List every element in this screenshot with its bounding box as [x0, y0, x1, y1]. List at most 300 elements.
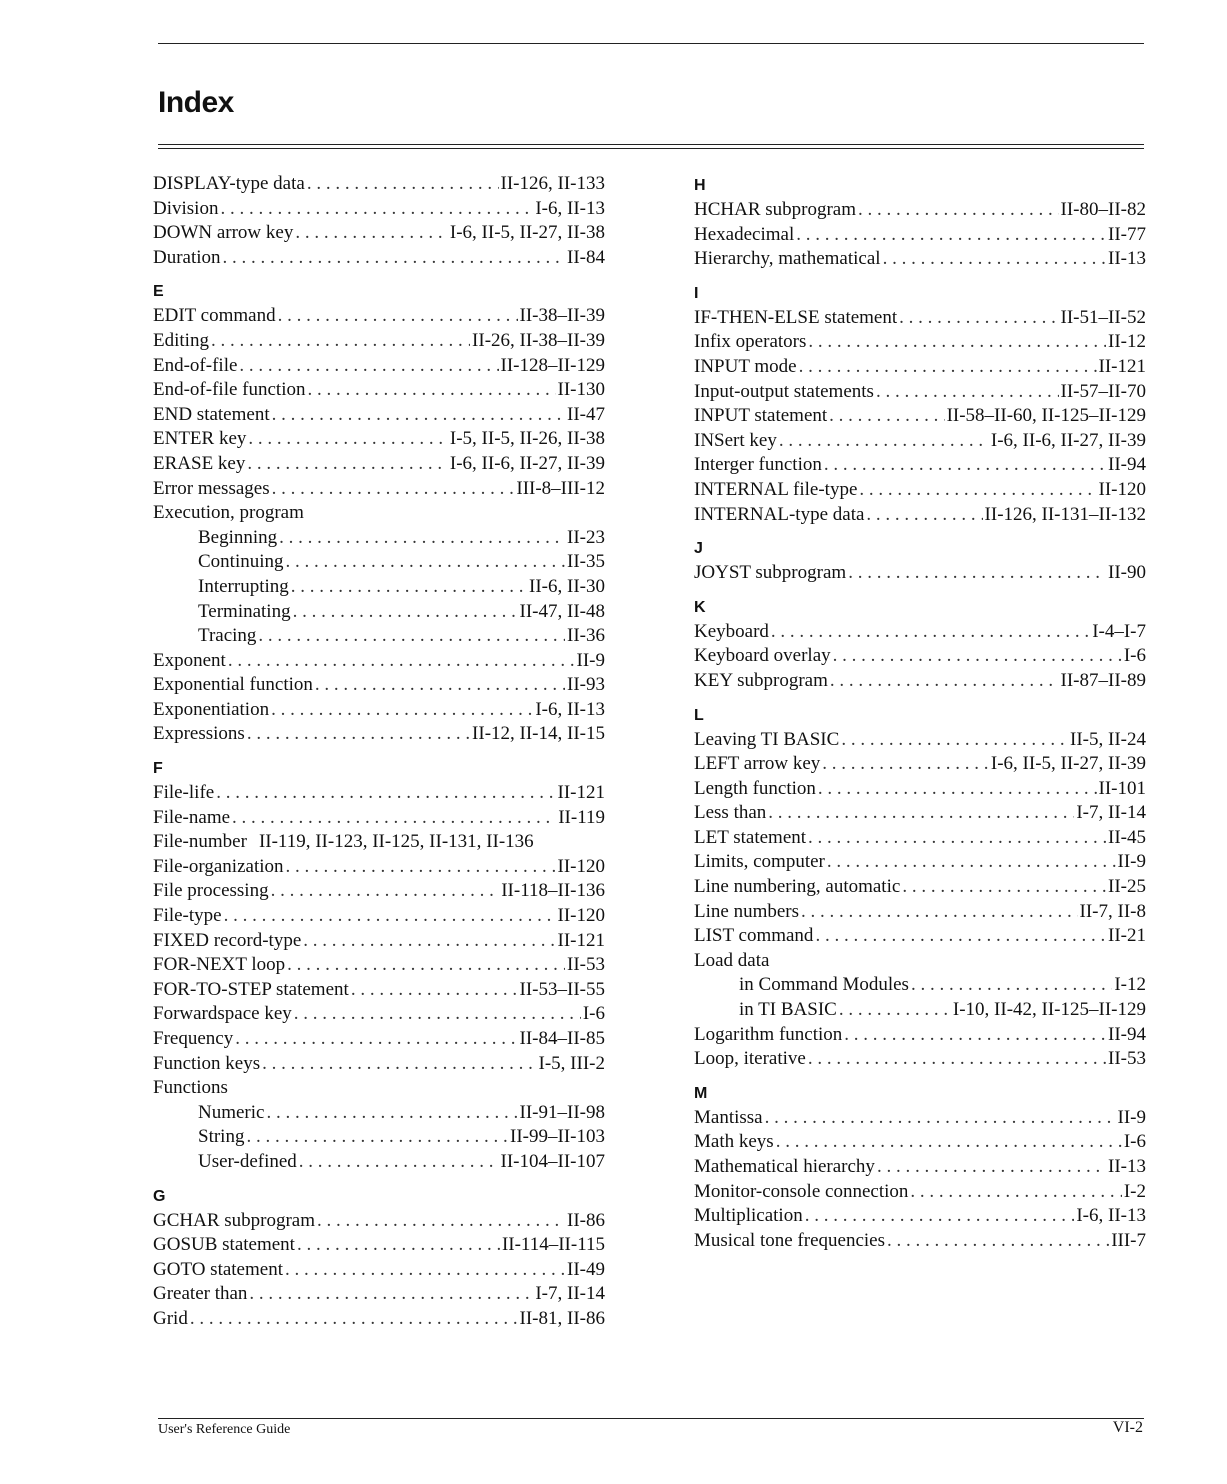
entry-term: Interrupting: [198, 575, 289, 597]
entry-pages: I-6: [582, 1003, 605, 1025]
entry-term: Hexadecimal: [694, 223, 795, 245]
index-entry: [153, 1209, 605, 1234]
entry-term: in TI BASIC: [739, 999, 837, 1021]
entry-pages: II-9: [576, 649, 605, 671]
dot-leader: [841, 728, 1068, 753]
entry-pages: I-6, II-13: [535, 698, 605, 720]
entry-pages: II-25: [1108, 876, 1146, 898]
entry-pages: II-90: [1108, 562, 1146, 584]
dot-leader: [287, 953, 565, 978]
entry-pages: II-118–II-136: [501, 880, 605, 902]
dot-leader: [866, 503, 982, 528]
index-entry: [153, 172, 605, 197]
entry-pages: II-7, II-8: [1079, 900, 1146, 922]
entry-pages: II-94: [1108, 1023, 1146, 1045]
index-entry: [694, 669, 1146, 694]
dot-leader: [876, 380, 1059, 405]
index-entry: [153, 1233, 605, 1258]
entry-term: Functions: [153, 1077, 228, 1099]
entry-term: File-name: [153, 806, 231, 828]
dot-leader: [224, 904, 556, 929]
entry-term: Musical tone frequencies: [694, 1229, 885, 1251]
entry-pages: II-99–II-103: [510, 1126, 605, 1148]
entry-pages: II-128–II-129: [500, 354, 605, 376]
index-subentry: [153, 600, 605, 625]
dot-leader: [285, 1258, 565, 1283]
index-entry: [694, 620, 1146, 645]
index-entry: [153, 855, 605, 880]
dot-leader: [278, 304, 518, 329]
index-entry: [153, 378, 605, 403]
index-entry: [153, 1002, 605, 1027]
entry-term: DOWN arrow key: [153, 222, 294, 244]
dot-leader: [307, 378, 555, 403]
dot-leader: [883, 247, 1106, 272]
entry-term: INSert key: [694, 429, 777, 451]
entry-term: File-type: [153, 905, 222, 927]
entry-term: INTERNAL-type data: [694, 503, 865, 525]
entry-term: KEY subprogram: [694, 669, 828, 691]
entry-pages: II-38–II-39: [519, 305, 605, 327]
dot-leader: [910, 1180, 1121, 1205]
entry-pages: II-87–II-89: [1060, 669, 1146, 691]
entry-term: JOYST subprogram: [694, 562, 847, 584]
dot-leader: [808, 1047, 1106, 1072]
index-entry: [153, 501, 605, 526]
entry-term: Exponent: [153, 649, 226, 671]
entry-term: Mantissa: [694, 1106, 763, 1128]
entry-term: Numeric: [198, 1101, 265, 1123]
footer-rule: [158, 1418, 1144, 1419]
index-entry: [153, 304, 605, 329]
dot-leader: [768, 801, 1074, 826]
entry-term: Less than: [694, 802, 767, 824]
entry-term: INTERNAL file-type: [694, 478, 858, 500]
entry-term: END statement: [153, 403, 270, 425]
dot-leader: [911, 973, 1112, 998]
entry-term: Monitor-console connection: [694, 1180, 909, 1202]
index-column-right: [694, 174, 1146, 1253]
entry-pages: I-5, III-2: [538, 1052, 605, 1074]
entry-term: File-organization: [153, 855, 284, 877]
dot-leader: [258, 624, 565, 649]
title-double-rule: [158, 144, 1144, 149]
footer-guide-title: User's Reference Guide: [158, 1422, 291, 1437]
entry-term: User-defined: [198, 1150, 297, 1172]
entry-pages: II-94: [1108, 454, 1146, 476]
index-entry: [694, 777, 1146, 802]
entry-term: Forwardspace key: [153, 1003, 292, 1025]
entry-term: in Command Modules: [739, 974, 909, 996]
index-entry: [694, 306, 1146, 331]
entry-pages: I-4–I-7: [1092, 620, 1146, 642]
entry-term: Exponential function: [153, 674, 313, 696]
dot-leader: [844, 1023, 1106, 1048]
entry-term: Frequency: [153, 1028, 234, 1049]
dot-leader: [279, 526, 565, 551]
index-entry: [694, 198, 1146, 223]
dot-leader: [220, 197, 533, 222]
entry-pages: I-6, II-13: [1076, 1205, 1146, 1227]
entry-pages: II-53: [567, 954, 605, 976]
page-number: VI-2: [1112, 1419, 1143, 1436]
index-entry: [694, 247, 1146, 272]
entry-pages: I-6, II-6, II-27, II-39: [449, 452, 605, 474]
index-entry: [153, 221, 605, 246]
index-entry: [694, 330, 1146, 355]
dot-leader: [808, 826, 1106, 851]
page-title: Index: [158, 86, 234, 119]
entry-pages: II-121: [557, 929, 605, 951]
entry-pages: III-8–III-12: [516, 477, 605, 499]
entry-term: Hierarchy, mathematical: [694, 248, 881, 270]
entry-pages: II-119: [558, 806, 605, 828]
index-entry: [694, 949, 1146, 974]
entry-pages: I-6: [1123, 1131, 1146, 1153]
entry-term: Beginning: [198, 526, 278, 548]
entry-term: Load data: [694, 949, 770, 971]
entry-pages: II-35: [567, 551, 605, 573]
entry-term: Exponentiation: [153, 698, 270, 720]
index-entry: [153, 978, 605, 1003]
index-entry: [694, 900, 1146, 925]
index-column-left: [153, 172, 605, 1332]
section-letter: J: [694, 540, 703, 558]
entry-pages: II-13: [1108, 248, 1146, 270]
entry-pages: II-104–II-107: [500, 1150, 605, 1172]
index-entry: [694, 728, 1146, 753]
entry-pages: II-49: [567, 1258, 605, 1280]
dot-leader: [848, 561, 1106, 586]
dot-leader: [246, 1125, 508, 1150]
index-entry: [153, 1282, 605, 1307]
dot-leader: [815, 924, 1106, 949]
dot-leader: [248, 427, 447, 452]
dot-leader: [299, 1150, 499, 1175]
index-subentry: [153, 526, 605, 551]
entry-pages: II-93: [567, 674, 605, 696]
dot-leader: [228, 649, 575, 674]
entry-term: Input-output statements: [694, 380, 874, 402]
entry-term: FOR-NEXT loop: [153, 954, 286, 976]
entry-term: Grid: [153, 1307, 188, 1329]
entry-pages: I-5, II-5, II-26, II-38: [449, 428, 605, 450]
dot-leader: [765, 1106, 1116, 1131]
section-letter: H: [694, 177, 706, 194]
index-subentry: [153, 550, 605, 575]
dot-leader: [799, 355, 1097, 380]
index-subentry: [694, 998, 1146, 1023]
index-entry: [153, 806, 605, 831]
entry-term: Division: [153, 197, 219, 219]
dot-leader: [272, 403, 565, 428]
entry-term: Line numbers: [694, 900, 800, 922]
dot-leader: [808, 330, 1106, 355]
entry-term: EDIT command: [153, 305, 276, 327]
index-entry: [694, 850, 1146, 875]
dot-leader: [247, 722, 470, 747]
index-entry: [694, 1180, 1146, 1205]
entry-pages: II-120: [557, 855, 605, 877]
entry-term: Tracing: [198, 625, 257, 647]
dot-leader: [877, 1155, 1106, 1180]
index-entry: [153, 649, 605, 674]
entry-pages: II-119, II-123, II-125, II-131, II-136: [258, 831, 534, 853]
dot-leader: [859, 478, 1096, 503]
entry-term: End-of-file: [153, 354, 238, 376]
dot-leader: [286, 855, 556, 880]
dot-leader: [249, 1282, 533, 1307]
entry-pages: I-10, II-42, II-125–II-129: [952, 999, 1146, 1021]
index-entry: [694, 503, 1146, 528]
entry-pages: III-7: [1111, 1229, 1146, 1251]
index-entry: [153, 354, 605, 379]
index-subentry: [153, 1125, 605, 1150]
entry-pages: I-2: [1123, 1180, 1146, 1202]
dot-leader: [297, 1233, 500, 1258]
index-entry: [694, 752, 1146, 777]
entry-term: LET statement: [694, 826, 807, 848]
entry-pages: II-9: [1117, 1106, 1146, 1128]
section-letter: E: [153, 283, 164, 301]
index-entry: [694, 404, 1146, 429]
entry-term: Loop, iterative: [694, 1048, 806, 1070]
entry-term: Keyboard: [694, 620, 769, 642]
dot-leader: [190, 1307, 518, 1332]
dot-leader: [291, 575, 527, 600]
dot-leader: [827, 850, 1116, 875]
entry-pages: I-7, II-14: [535, 1283, 605, 1305]
entry-pages: II-58–II-60, II-125–II-129: [946, 405, 1146, 427]
index-entry: [153, 722, 605, 747]
dot-leader: [858, 198, 1059, 223]
dot-leader: [351, 978, 518, 1003]
entry-term: FOR-TO-STEP statement: [153, 978, 349, 1000]
index-entry: [153, 781, 605, 806]
entry-term: GCHAR subprogram: [153, 1209, 316, 1231]
entry-term: LIST command: [694, 925, 814, 947]
entry-pages: II-84: [567, 246, 605, 268]
index-subentry: [694, 973, 1146, 998]
dot-leader: [247, 452, 448, 477]
entry-term: DISPLAY-type data: [153, 173, 305, 194]
entry-pages: II-77: [1108, 223, 1146, 245]
dot-leader: [833, 644, 1122, 669]
section-letter: F: [153, 760, 163, 778]
entry-pages: II-21: [1108, 925, 1146, 947]
entry-term: Execution, program: [153, 502, 304, 524]
dot-leader: [796, 223, 1106, 248]
dot-leader: [262, 1052, 536, 1077]
entry-term: Limits, computer: [694, 851, 825, 873]
index-entry: [694, 1130, 1146, 1155]
entry-term: IF-THEN-ELSE statement: [694, 306, 898, 328]
entry-pages: II-126, II-133: [500, 173, 605, 194]
index-entry: [694, 1047, 1146, 1072]
entry-term: File processing: [153, 880, 269, 902]
dot-leader: [899, 306, 1058, 331]
index-entry: [153, 246, 605, 271]
entry-term: Leaving TI BASIC: [694, 728, 840, 750]
index-entry: [694, 355, 1146, 380]
index-entry: [153, 1307, 605, 1332]
index-entry: [153, 427, 605, 452]
entry-term: Keyboard overlay: [694, 645, 831, 667]
index-subentry: [153, 1150, 605, 1175]
entry-pages: II-6, II-30: [529, 575, 605, 597]
entry-term: Greater than: [153, 1283, 248, 1305]
index-subentry: [153, 575, 605, 600]
entry-pages: II-126, II-131–II-132: [984, 503, 1146, 525]
index-subentry: [153, 1101, 605, 1126]
index-entry: [694, 1155, 1146, 1180]
entry-term: Line numbering, automatic: [694, 876, 901, 898]
entry-term: File-life: [153, 782, 215, 804]
index-entry: [153, 197, 605, 222]
index-entry: [694, 644, 1146, 669]
entry-term: INPUT mode: [694, 355, 797, 377]
index-entry: [694, 561, 1146, 586]
entry-term: Multiplication: [694, 1205, 803, 1227]
entry-pages: II-9: [1117, 851, 1146, 873]
index-entry: [694, 1229, 1146, 1254]
index-entry: [153, 403, 605, 428]
entry-pages: II-47, II-48: [519, 600, 605, 622]
entry-pages: II-12: [1108, 331, 1146, 353]
dot-leader: [317, 1209, 565, 1234]
entry-pages: II-121: [1098, 355, 1146, 377]
entry-term: File-number: [153, 831, 247, 853]
index-entry: [694, 1106, 1146, 1131]
dot-leader: [286, 550, 566, 575]
dot-leader: [824, 453, 1106, 478]
entry-term: ENTER key: [153, 428, 247, 450]
dot-leader: [223, 246, 565, 271]
dot-leader: [239, 354, 498, 379]
entry-pages: II-26, II-38–II-39: [472, 329, 605, 351]
dot-leader: [211, 329, 470, 354]
entry-pages: II-57–II-70: [1060, 380, 1146, 402]
index-entry: [694, 380, 1146, 405]
index-subentry: [153, 624, 605, 649]
entry-pages: II-120: [1098, 478, 1146, 500]
entry-pages: II-101: [1098, 777, 1146, 799]
entry-pages: I-12: [1114, 974, 1146, 996]
dot-leader: [801, 900, 1078, 925]
dot-leader: [315, 673, 565, 698]
entry-term: INPUT statement: [694, 405, 828, 427]
dot-leader: [839, 998, 951, 1023]
entry-pages: I-6, II-13: [535, 197, 605, 219]
entry-term: Error messages: [153, 477, 270, 499]
index-entry: [153, 673, 605, 698]
index-entry: [153, 929, 605, 954]
entry-pages: II-5, II-24: [1070, 728, 1146, 750]
dot-leader: [295, 221, 448, 246]
index-entry: [153, 953, 605, 978]
entry-pages: II-53: [1108, 1048, 1146, 1070]
entry-pages: II-86: [567, 1209, 605, 1231]
entry-term: GOSUB statement: [153, 1234, 295, 1256]
entry-pages: II-120: [557, 905, 605, 927]
entry-pages: II-80–II-82: [1060, 199, 1146, 220]
entry-pages: II-81, II-86: [519, 1307, 605, 1329]
index-entry: [694, 924, 1146, 949]
entry-term: LEFT arrow key: [694, 753, 821, 775]
entry-pages: II-45: [1108, 826, 1146, 848]
entry-pages: II-121: [557, 782, 605, 804]
index-entry: [153, 830, 605, 855]
entry-pages: II-12, II-14, II-15: [472, 723, 605, 745]
entry-term: Logarithm function: [694, 1023, 843, 1045]
entry-term: Math keys: [694, 1131, 774, 1153]
entry-term: String: [198, 1126, 245, 1148]
entry-pages: II-23: [567, 526, 605, 548]
entry-term: Infix operators: [694, 331, 807, 353]
index-entry: [694, 826, 1146, 851]
section-letter: G: [153, 1187, 166, 1205]
entry-pages: I-6: [1123, 645, 1146, 667]
index-entry: [153, 477, 605, 502]
entry-pages: II-53–II-55: [519, 978, 605, 1000]
dot-leader: [887, 1229, 1109, 1254]
entry-pages: II-51–II-52: [1060, 306, 1146, 328]
entry-pages: I-6, II-6, II-27, II-39: [990, 429, 1146, 451]
entry-term: Interger function: [694, 454, 822, 476]
entry-term: HCHAR subprogram: [694, 199, 857, 220]
index-entry: [694, 875, 1146, 900]
index-entry: [694, 453, 1146, 478]
section-letter: M: [694, 1084, 708, 1102]
index-entry: [153, 879, 605, 904]
entry-term: Mathematical hierarchy: [694, 1156, 875, 1177]
section-letter: L: [694, 706, 704, 724]
index-entry: [694, 429, 1146, 454]
dot-leader: [830, 669, 1059, 694]
dot-leader: [293, 600, 518, 625]
entry-term: ERASE key: [153, 452, 246, 474]
dot-leader: [235, 1027, 517, 1052]
entry-pages: II-84–II-85: [519, 1028, 605, 1049]
index-entry: [153, 452, 605, 477]
entry-term: GOTO statement: [153, 1258, 283, 1280]
dot-leader: [776, 1130, 1122, 1155]
index-entry: [694, 1204, 1146, 1229]
dot-leader: [902, 875, 1106, 900]
index-entry: [153, 329, 605, 354]
dot-leader: [771, 620, 1090, 645]
dot-leader: [829, 404, 944, 429]
dot-leader: [271, 879, 500, 904]
entry-pages: II-130: [557, 379, 605, 401]
entry-term: Editing: [153, 329, 209, 351]
index-entry: [153, 1076, 605, 1101]
index-entry: [694, 1023, 1146, 1048]
entry-term: Length function: [694, 777, 816, 799]
entry-term: Terminating: [198, 600, 291, 622]
entry-pages: I-7, II-14: [1076, 802, 1146, 824]
entry-pages: II-114–II-115: [501, 1234, 605, 1256]
dot-leader: [307, 172, 499, 197]
index-entry: [694, 801, 1146, 826]
index-entry: [153, 1027, 605, 1052]
section-letter: K: [694, 598, 706, 616]
entry-term: Continuing: [198, 551, 284, 573]
entry-term: Function keys: [153, 1052, 261, 1074]
index-entry: [153, 1052, 605, 1077]
top-rule: [158, 43, 1144, 44]
entry-pages: I-6, II-5, II-27, II-38: [449, 222, 605, 244]
